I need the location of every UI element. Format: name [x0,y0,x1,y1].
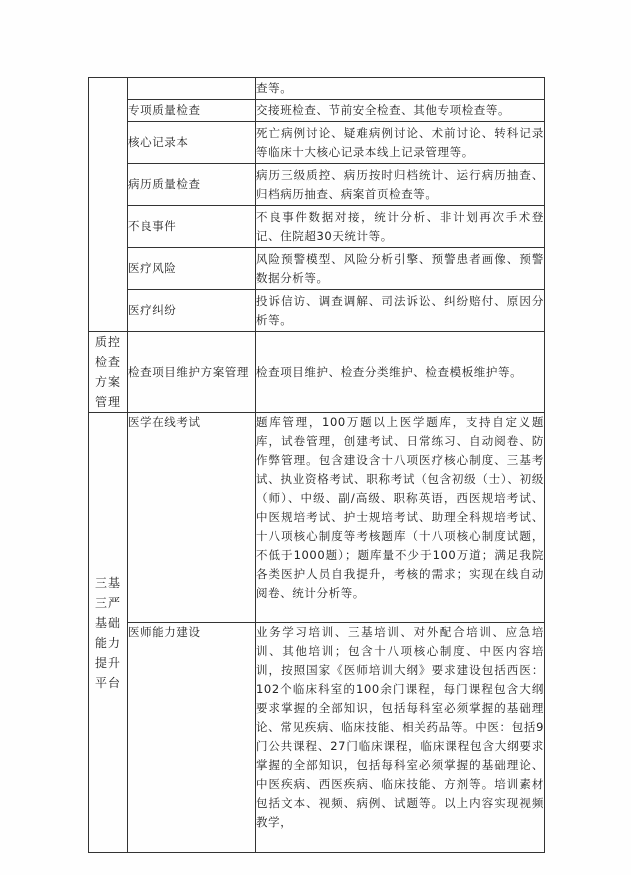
item-description: 查等。 [256,81,293,95]
category-label: 质控检查方案管理 [94,335,121,409]
item-description: 投诉信访、调查调解、司法诉讼、纠纷赔付、原因分析等。 [256,293,544,327]
item-label: 检查项目维护方案管理 [128,364,249,379]
item-description: 不良事件数据对接，统计分析、非计划再次手术登记、住院超30天统计等。 [256,209,544,243]
table-row [89,164,545,206]
item-label: 核心记录本 [128,135,189,149]
desc-cell [256,78,545,100]
item-label: 医疗纠纷 [128,303,177,317]
category-label: 三基三严基础能力提升平台 [94,575,121,690]
item-description: 病历三级质控、病历按时归档统计、运行病历抽查、归档病历抽查、病案首页检查等。 [256,167,544,201]
table-row [89,78,545,100]
desc-cell [256,122,545,164]
table-row [89,332,545,413]
item-cell [128,413,256,623]
table-row [89,206,545,248]
item-label: 医疗风险 [128,261,177,275]
table-row [89,248,545,290]
item-cell [128,623,256,853]
item-cell [128,332,256,413]
desc-cell [256,413,545,623]
desc-cell [256,206,545,248]
item-cell [128,100,256,122]
table-row [89,290,545,332]
item-cell [128,290,256,332]
item-label: 医师能力建设 [128,625,201,639]
desc-cell [256,623,545,853]
item-cell [128,248,256,290]
desc-cell [256,290,545,332]
category-cell-continued [89,78,128,332]
item-description: 检查项目维护、检查分类维护、检查模板维护等。 [256,364,523,379]
item-description: 题库管理，100万题以上医学题库，支持自定义题库，试卷管理，创建考试、日常练习、自动阅卷、防作弊管理。包含建设含十八项医疗核心制度、三基考试、执业资格考试、职称考试（包含初级（士）、初级（师）、中级、副/高级、职称英语，西医规培考试、中医规培考试、护士规培考试、助理全科规培考试、十八项核心制度等考核题库（十八项核心制度试题，不低于1000题）；题库量不少于100万道；满足我院各类医护人员自我提升，考核的需求；实现在线自动阅卷、统计分析等。 [256,415,544,600]
desc-cell [256,164,545,206]
item-label: 医学在线考试 [128,415,201,429]
item-label: 不良事件 [128,219,177,233]
item-description: 交接班检查、节前安全检查、其他专项检查等。 [256,103,511,117]
item-label: 病历质量检查 [128,177,201,191]
desc-cell [256,248,545,290]
desc-cell [256,332,545,413]
item-cell [128,206,256,248]
requirements-table [88,77,545,853]
category-cell-qc-plan [89,332,128,413]
table-row [89,623,545,853]
item-cell [128,78,256,100]
category-cell-sanji [89,413,128,853]
item-description: 死亡病例讨论、疑难病例讨论、术前讨论、转科记录等临床十大核心记录本线上记录管理等。 [256,125,544,159]
desc-cell [256,100,545,122]
item-cell [128,122,256,164]
item-label: 专项质量检查 [128,103,201,117]
item-description: 风险预警模型、风险分析引擎、预警患者画像、预警数据分析等。 [256,251,544,285]
item-description: 业务学习培训、三基培训、对外配合培训、应急培训、其他培训；包含十八项核心制度、中医内容培训，按照国家《医师培训大纲》要求建设包括西医：102个临床科室的100余门课程，每门课程包含大纲要求掌握的全部知识，包括每科室必须掌握的基础理论、常见疾病、临床技能、相关药品等。中医：包括9门公共课程、27门临床课程，临床课程包含大纲要求掌握的全部知识，包括每科室必须掌握的基础理论、中医疾病、西医疾病、临床技能、方剂等。培训素材包括文本、视频、病例、试题等。以上内容实现视频教学， [256,625,544,829]
table-row [89,122,545,164]
table-row [89,100,545,122]
table-row [89,413,545,623]
item-cell [128,164,256,206]
